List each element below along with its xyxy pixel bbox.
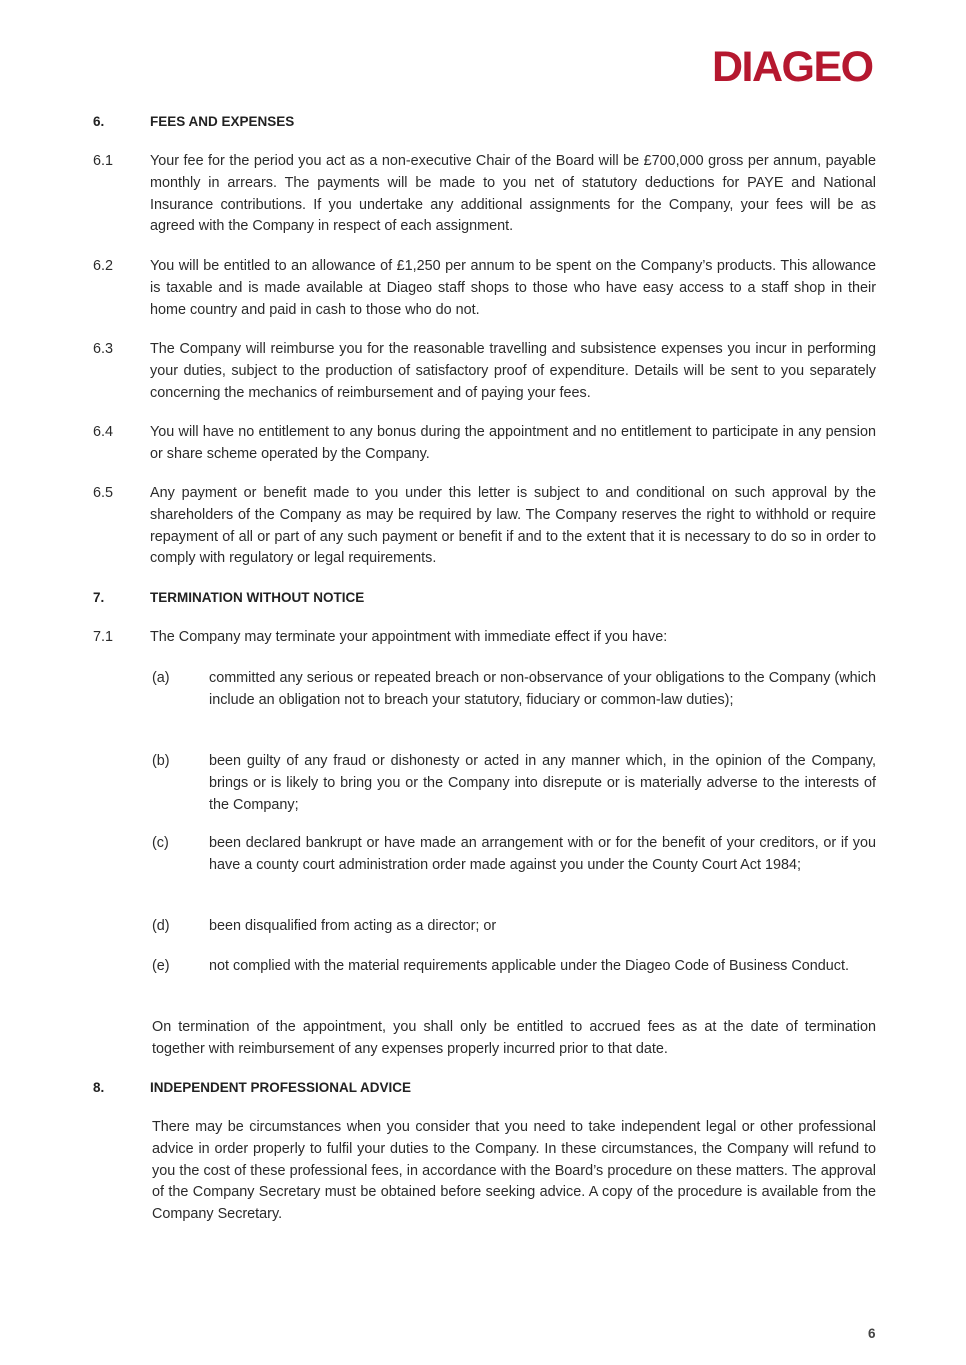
clause-text: Your fee for the period you act as a non-executive Chair of the Board will be £700,000 gross per annum, payable monthly in arrears. The payments will be made to you net of statutory deductions for PAYE and National Insurance contributions. If you undertake any additional assignments for the Company, your fees will be as agreed with the Company in respect of each assignment. xyxy=(150,153,876,235)
sub-clause-text: been guilty of any fraud or dishonesty or acted in any manner which, in the opinion of the Company, brings or is likely to bring you or the Company into disrepute or is materially adverse to the interests of the Company; xyxy=(209,753,876,813)
sub-clause-text: been disqualified from acting as a director; or xyxy=(209,918,497,934)
clause-number: 6.4 xyxy=(93,424,114,440)
clause-number: 6.2 xyxy=(93,258,114,274)
clause-text: You will have no entitlement to any bonus during the appointment and no entitlement to participate in any pension or share scheme operated by the Company. xyxy=(150,424,876,462)
section-number: 8. xyxy=(93,1080,105,1095)
clause-text: You will be entitled to an allowance of £1,250 per annum to be spent on the Company’s products. This allowance is taxable and is made available at Diageo staff shops to those who have easy access to a staff shop in their home country and paid in cash to those who do not. xyxy=(150,258,876,318)
diageo-logo: DIAGEO xyxy=(712,43,873,91)
advice-text: There may be circumstances when you consider that you need to take independent legal or other professional advice in order properly to fulfil your duties to the Company. In these circumstances, the Company will refund to you the cost of these professional fees, in accordance with the Board’s procedure on these matters. The approval of the Company Secretary must be obtained before seeking advice. A copy of the procedure is available from the Company Secretary. xyxy=(152,1119,876,1223)
sub-clause-text: been declared bankrupt or have made an arrangement with or for the benefit of your creditors, or if you have a county court administration order made against you under the County Court Act 1984; xyxy=(209,835,876,873)
section-number: 7. xyxy=(93,590,105,605)
sub-clause-text: committed any serious or repeated breach or non-observance of your obligations to the Company (which include an obligation not to breach your statutory, fiduciary or common-law duties); xyxy=(209,670,876,708)
sub-clause-label: (b) xyxy=(152,753,170,769)
section-number: 6. xyxy=(93,114,105,129)
clause-text: Any payment or benefit made to you under this letter is subject to and conditional on such approval by the shareholders of the Company as may be required by law. The Company reserves the right to withhold or require repayment of all or part of any such payment or benefit if and to the extent that it is necessary to do so in order to comply with regulatory or legal requirements. xyxy=(150,485,876,567)
section-title: FEES AND EXPENSES xyxy=(150,114,295,129)
termination-closing: On termination of the appointment, you shall only be entitled to accrued fees as at the date of termination together with reimbursement of any expenses properly incurred prior to that date. xyxy=(152,1019,876,1057)
section-title: INDEPENDENT PROFESSIONAL ADVICE xyxy=(150,1080,412,1095)
clause-number: 6.5 xyxy=(93,485,114,501)
section-title: TERMINATION WITHOUT NOTICE xyxy=(150,590,365,605)
page-number: 6 xyxy=(868,1326,876,1341)
clause-number: 7.1 xyxy=(93,629,114,645)
sub-clause-label: (e) xyxy=(152,958,170,974)
clause-number: 6.3 xyxy=(93,341,114,357)
sub-clause-label: (c) xyxy=(152,835,169,851)
clause-text: The Company will reimburse you for the reasonable travelling and subsistence expenses you incur in performing your duties, subject to the production of satisfactory proof of expenditure. Details will be sent to you separately concerning the mechanics of reimbursement and of paying your fees. xyxy=(150,341,876,401)
sub-clause-text: not complied with the material requirements applicable under the Diageo Code of Business Conduct. xyxy=(209,958,849,974)
clause-number: 6.1 xyxy=(93,153,114,169)
clause-intro: The Company may terminate your appointment with immediate effect if you have: xyxy=(150,629,668,645)
sub-clause-label: (d) xyxy=(152,918,170,934)
sub-clause-label: (a) xyxy=(152,670,170,686)
